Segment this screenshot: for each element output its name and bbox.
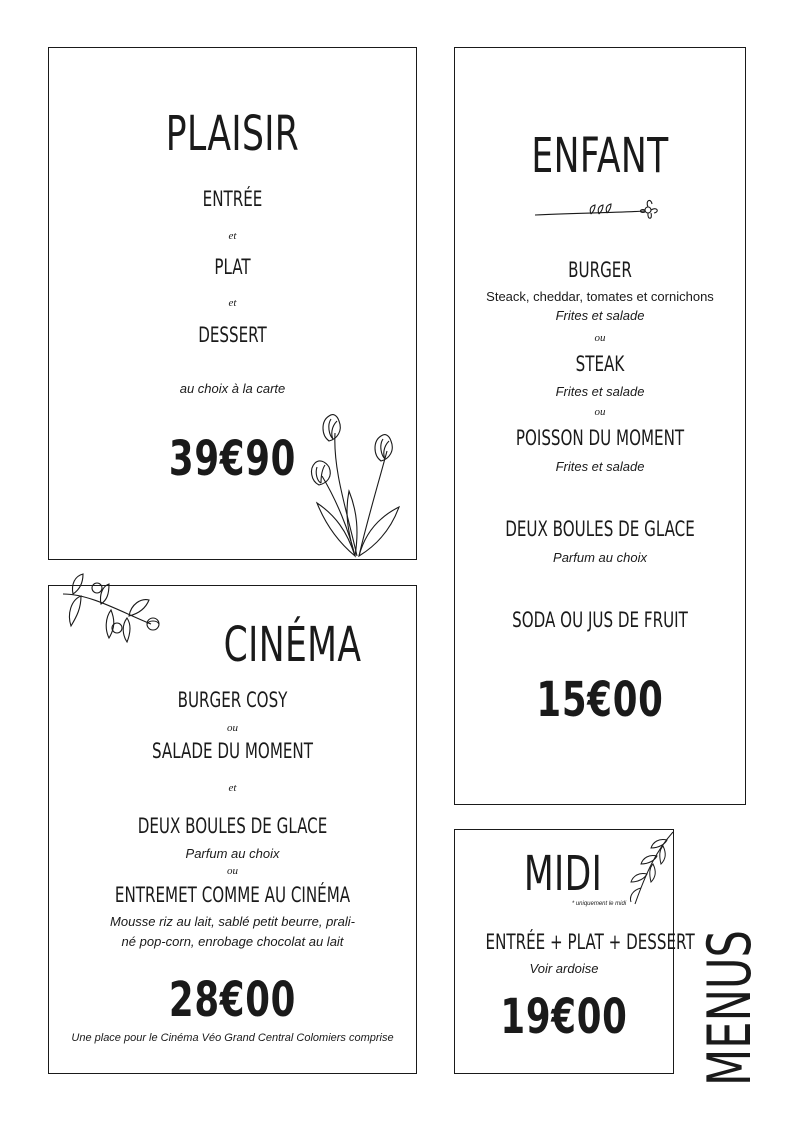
cinema-menu-card [48,585,417,1074]
enfant-or-1: ou [594,332,606,344]
cinema-or-1: ou [227,722,238,734]
cinema-title: CINÉMA [223,617,362,673]
enfant-poisson-heading: POISSON DU MOMENT [515,426,685,450]
enfant-steak-side: Frites et salade [555,384,645,399]
plaisir-item-dessert: DESSERT [198,323,267,347]
leafy-branch-illustration [623,830,675,906]
berry-branch-illustration [61,574,161,644]
cinema-price: 28€00 [168,972,297,1028]
flower-stem-divider-icon [533,198,663,226]
plaisir-item-plat: PLAT [214,255,251,279]
cinema-entremet-description-line-2: né pop-corn, enrobage chocolat au lait [121,934,344,949]
midi-price: 19€00 [500,989,628,1045]
menus-vertical-label: MENUS [695,930,765,1086]
cinema-entremet-heading: ENTREMET COMME AU CINÉMA [114,883,351,907]
enfant-steak-heading: STEAK [575,352,625,376]
cinema-salade-heading: SALADE DU MOMENT [152,739,313,763]
enfant-menu-card [454,47,746,805]
enfant-or-2: ou [594,406,606,418]
cinema-entremet-description-line-1: Mousse riz au lait, sablé petit beurre, prali- [110,914,355,929]
midi-sub: Voir ardoise [529,961,599,976]
midi-title: MIDI [523,846,603,902]
plaisir-note: au choix à la carte [179,381,286,396]
enfant-burger-side: Frites et salade [555,308,645,323]
enfant-title: ENFANT [531,128,669,184]
cinema-and: et [228,782,237,794]
cinema-glace-sub: Parfum au choix [185,846,280,861]
cinema-or-2: ou [227,865,238,877]
cinema-footnote: Une place pour le Cinéma Véo Grand Central Colomiers comprise [71,1032,394,1044]
cinema-glace-heading: DEUX BOULES DE GLACE [137,814,328,838]
enfant-drink-heading: SODA OU JUS DE FRUIT [512,608,688,632]
enfant-poisson-side: Frites et salade [555,459,645,474]
cinema-burger-heading: BURGER COSY [177,688,288,712]
plaisir-item-entree: ENTRÉE [202,187,263,211]
midi-formula: ENTRÉE + PLAT + DESSERT [485,930,695,954]
midi-menu-card [454,829,695,1074]
enfant-glace-heading: DEUX BOULES DE GLACE [505,517,695,541]
plaisir-price: 39€90 [168,431,297,487]
tulip-flowers-illustration [307,411,417,561]
midi-note: * uniquement le midi [571,901,627,907]
menus-vertical-title [694,930,766,1086]
enfant-burger-description: Steack, cheddar, tomates et cornichons [486,289,714,304]
plaisir-menu-card [48,47,417,560]
plaisir-conjunction-1: et [228,230,237,242]
enfant-burger-heading: BURGER [568,258,632,282]
plaisir-title: PLAISIR [165,106,300,162]
enfant-price: 15€00 [536,672,664,728]
plaisir-conjunction-2: et [228,297,237,309]
enfant-glace-sub: Parfum au choix [553,550,647,565]
